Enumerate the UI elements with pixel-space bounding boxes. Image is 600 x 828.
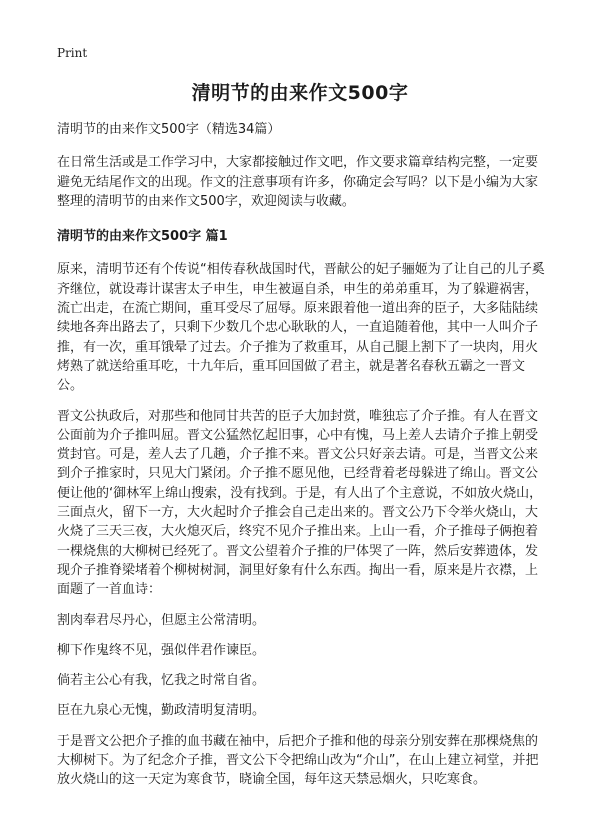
poem-line-4: 臣在九泉心无愧，勤政清明复清明。 bbox=[57, 703, 266, 719]
section-heading: 清明节的由来作文500字 篇1 bbox=[57, 229, 228, 245]
closing-paragraph: 于是晋文公把介子推的血书藏在袖中，后把介子推和他的母亲分别安葬在那棵烧焦的大柳树下。为了纪念介子推，晋文公下令把绵山改为“介山”，在山上建立祠堂，并把放火烧山的这一天定为寒食节，晓谕全国，每年这天禁忌烟火，只吃寒食。 bbox=[57, 733, 539, 788]
subtitle: 清明节的由来作文500字（精选34篇） bbox=[57, 122, 281, 137]
poem-line-1: 割肉奉君尽丹心，但愿主公常清明。 bbox=[57, 612, 266, 628]
story-paragraph-2: 晋文公执政后，对那些和他同甘共苦的臣子大加封赏，唯独忘了介子推。有人在晋文公面前为介子推叫屈。晋文公猛然忆起旧事，心中有愧，马上差人去请介子推上朝受赏封官。可是，差人去了几趟，介子推不来。晋文公只好亲去请。可是，当晋文公来到介子推家时，只见大门紧闭。介子推不愿见他，已经背着老母躲进了绵山。晋文公便让他的‘御林军上绵山搜索，没有找到。于是，有人出了个主意说，不如放火烧山，三面点火，留下一方，大火起时介子推会自己走出来的。晋文公乃下令举火烧山，大火烧了三天三夜，大火熄灭后，终究不见介子推出来。上山一看，介子推母子俩抱着一棵烧焦的大柳树已经死了。晋文公望着介子推的尸体哭了一阵，然后安葬遗体，发现介子推脊梁堵着个柳树树洞，洞里好象有什么东西。掏出一看，原来是片衣襟，上面题了一首血诗： bbox=[57, 408, 543, 598]
poem-line-3: 倘若主公心有我，忆我之时常自省。 bbox=[57, 673, 266, 689]
page-title: 清明节的由来作文500字 bbox=[191, 82, 409, 104]
document-body bbox=[57, 120, 547, 801]
poem-line-2: 柳下作鬼终不见，强似伴君作谏臣。 bbox=[57, 642, 266, 658]
story-paragraph-1: 原来，清明节还有个传说“相传春秋战国时代，晋献公的妃子骊姬为了让自己的儿子奚齐继位，就设毒计谋害太子申生，申生被逼自杀，申生的弟弟重耳，为了躲避祸害，流亡出走，在流亡期间，重耳受尽了屈辱。原来跟着他一道出奔的臣子，大多陆陆续续地各奔出路去了，只剩下少数几个忠心耿耿的人，一直追随着他，其中一人叫介子推，有一次，重耳饿晕了过去。介子推为了救重耳，从自己腿上割下了一块肉，用火烤熟了就送给重耳吃，十九年后，重耳回国做了君主，就是著名春秋五霸之一晋文公。 bbox=[57, 262, 545, 394]
print-link[interactable]: Print bbox=[57, 46, 88, 60]
intro-paragraph: 在日常生活或是工作学习中，大家都接触过作文吧，作文要求篇章结构完整，一定要避免无结尾作文的出现。作文的注意事项有许多，你确定会写吗？以下是小编为大家整理的清明节的由来作文500字，欢迎阅读与收藏。 bbox=[57, 155, 539, 209]
